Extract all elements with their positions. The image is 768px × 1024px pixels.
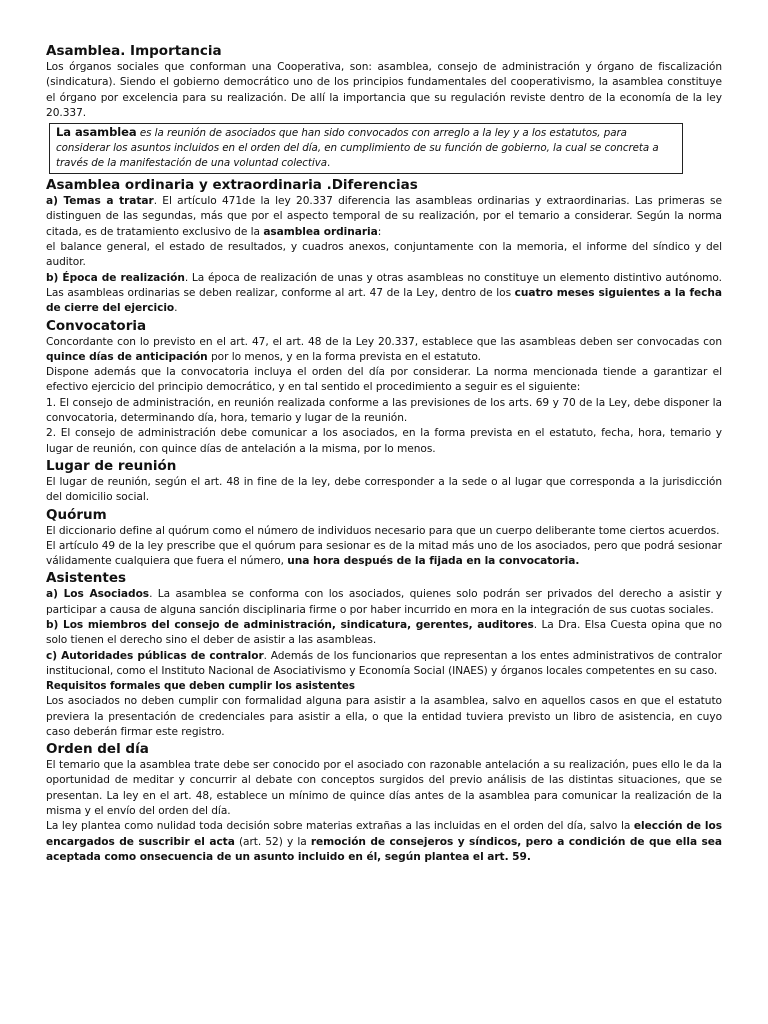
text-temas: . El artículo 471de la ley 20.337 diferencia las asambleas ordinarias y extraordinarias. Las primeras se distinguen de las segundas, más que por el aspecto temporal de su realización, por el temario a considerar. Según la norma citada, es de tratamiento exclusivo de la xyxy=(46,195,722,238)
heading-asistentes: Asistentes xyxy=(46,570,127,587)
text-concordante-end: por lo menos, y en la forma prevista en el estatuto. xyxy=(207,350,481,363)
heading-lugar-reunion: Lugar de reunión xyxy=(46,457,177,474)
paragraph-temario: El temario que la asamblea trate debe ser conocido por el asociado con razonable antelación a su realización, pues ello le da la oportunidad de meditar y concurrir al debate con conceptos surgidos del previo análisis de las distintas situaciones, que se presentan. La ley en el art. 48, establece un mínimo de quince días antes de la asamblea para comunicar la realización de la misma y el envío del orden del día. xyxy=(46,759,722,817)
bold-quince-dias: quince días de anticipación xyxy=(46,350,208,363)
label-epoca: b) Época de realización xyxy=(46,271,185,284)
text-articulo-49: El artículo 49 de la ley prescribe que el quórum para sesionar es de la mitad más uno de los asociados, pero que podrá sesionar válidamente cualquiera que fuera el número, xyxy=(46,539,722,568)
label-miembros: b) Los miembros del consejo de administración, sindicatura, gerentes, auditores xyxy=(46,619,534,632)
paragraph-concordante xyxy=(46,335,722,366)
definition-text xyxy=(56,125,676,171)
paragraph-nulidad xyxy=(46,819,722,865)
text-asociados: . La asamblea se conforma con los asociados, quienes solo podrán ser privados del derecho a asistir y participar a causa de alguna sanción disciplinaria firme o por haber incurrido en mora en la integración de sus cuotas sociales. xyxy=(46,588,722,616)
text-concordante: Concordante con lo previsto en el art. 47, el art. 48 de la Ley 20.337, establece que las asambleas deben ser convocadas con xyxy=(46,335,722,348)
paragraph-autoridades xyxy=(46,649,722,680)
paragraph-bullet xyxy=(46,240,722,271)
text-nulidad-mid: (art. 52) y la xyxy=(234,835,311,848)
bold-una-hora: una hora después de la fijada en la convocatoria. xyxy=(287,555,580,568)
definition-end: . xyxy=(327,157,331,170)
text-miembros: . La Dra. Elsa Cuesta opina que no solo tienen el derecho sino el deber de asistir a las asambleas. xyxy=(46,619,722,647)
label-autoridades: c) Autoridades públicas de contralor xyxy=(46,649,264,662)
bullet-text: el balance general, el estado de resultados, y cuadros anexos, conjuntamente con la memoria, el informe del síndico y del auditor. xyxy=(46,241,722,269)
label-asociados: a) Los Asociados xyxy=(46,588,150,601)
definition-body: es la reunión de asociados que han sido convocados con arreglo a la ley y a los estatutos, para considerar los asuntos incluidos en el orden del día, en cumplimiento de su función de gobierno, la cual se concreta a través de la manifestación de una voluntad colectiva xyxy=(56,127,659,170)
paragraph-organos: Los órganos sociales que conforman una Cooperativa, son: asamblea, consejo de administración y órgano de fiscalización (sindicatura). Siendo el gobierno democrático uno de los principios fundamentales del cooperativismo, la asamblea constituye el órgano por excelencia para su realización. De allí la importancia que su regulación reviste dentro de la economía de la ley 20.337. xyxy=(46,61,722,119)
paragraph-asociados xyxy=(46,587,722,618)
paragraph-paso-1: 1. El consejo de administración, en reunión realizada conforme a las previsiones de los arts. 69 y 70 de la Ley, debe disponer la convocatoria, determinando día, hora, temario y lugar de la reunión. xyxy=(46,396,722,425)
text-autoridades: . Además de los funcionarios que representan a los entes administrativos de contralor institucional, como el Instituto Nacional de Asociativismo y Economía Social (INAES) y órganos locales competentes en su caso. xyxy=(46,649,722,677)
bold-eleccion: elección de los encargados de suscribir el acta xyxy=(46,820,722,848)
definition-lead: La asamblea xyxy=(56,125,137,140)
definition-box xyxy=(49,123,683,174)
heading-ordinaria-extraordinaria: Asamblea ordinaria y extraordinaria .Diferencias xyxy=(46,177,418,194)
bold-cuatro-meses: cuatro meses siguientes a la fecha de cierre del ejercicio xyxy=(46,286,722,315)
document-page xyxy=(46,42,722,865)
bold-remocion: remoción de consejeros y síndicos, pero a condición de que ella sea aceptada como onsecuencia de un asunto incluido en él, según plantea el art. 59. xyxy=(46,835,723,863)
paragraph-diccionario: El diccionario define al quórum como el número de individuos necesario para que un cuerpo deliberante tome ciertos acuerdos. xyxy=(46,524,720,537)
label-temas: a) Temas a tratar xyxy=(46,195,154,208)
paragraph-paso-2: 2. El consejo de administración debe comunicar a los asociados, en la forma prevista en el estatuto, fecha, hora, temario y lugar de reunión, con quince días de antelación a la misma, por lo menos. xyxy=(46,427,722,455)
paragraph-temas xyxy=(46,194,722,240)
heading-asamblea-importancia: Asamblea. Importancia xyxy=(46,43,222,59)
paragraph-miembros xyxy=(46,618,722,649)
text-epoca: . La época de realización de unas y otras asambleas no constituye un elemento distintivo autónomo. Las asambleas ordinarias se deben realizar, conforme al art. 47 de la Ley, dentro de los xyxy=(46,271,722,299)
heading-orden-del-dia: Orden del día xyxy=(46,741,149,758)
subheading-requisitos: Requisitos formales que deben cumplir los asistentes xyxy=(46,680,355,693)
bold-asamblea-ordinaria: asamblea ordinaria xyxy=(263,225,378,238)
text-temas-end: : xyxy=(377,225,382,238)
heading-quorum: Quórum xyxy=(46,506,107,523)
paragraph-requisitos: Los asociados no deben cumplir con formalidad alguna para asistir a la asamblea, salvo en aquellos casos en que el estatuto previera la presentación de credenciales para asistir a ella, o que la entidad tuviera previsto un libro de asistencia, en cuyo caso deberán firmar este registro. xyxy=(46,695,722,738)
paragraph-articulo-49 xyxy=(46,539,722,570)
text-nulidad: La ley plantea como nulidad toda decisión sobre materias extrañas a las incluidas en el orden del día, salvo la xyxy=(46,820,634,833)
paragraph-epoca xyxy=(46,271,722,317)
text-epoca-end: . xyxy=(174,302,178,315)
paragraph-dispone: Dispone además que la convocatoria incluya el orden del día por considerar. La norma mencionada tiende a garantizar el efectivo ejercicio del principio democrático, y en tal sentido el procedimiento a seguir es el siguiente: xyxy=(46,366,722,394)
heading-convocatoria: Convocatoria xyxy=(46,317,147,334)
paragraph-lugar: El lugar de reunión, según el art. 48 in fine de la ley, debe corresponder a la sede o al lugar que corresponda a la jurisdicción del domicilio social. xyxy=(46,475,722,504)
